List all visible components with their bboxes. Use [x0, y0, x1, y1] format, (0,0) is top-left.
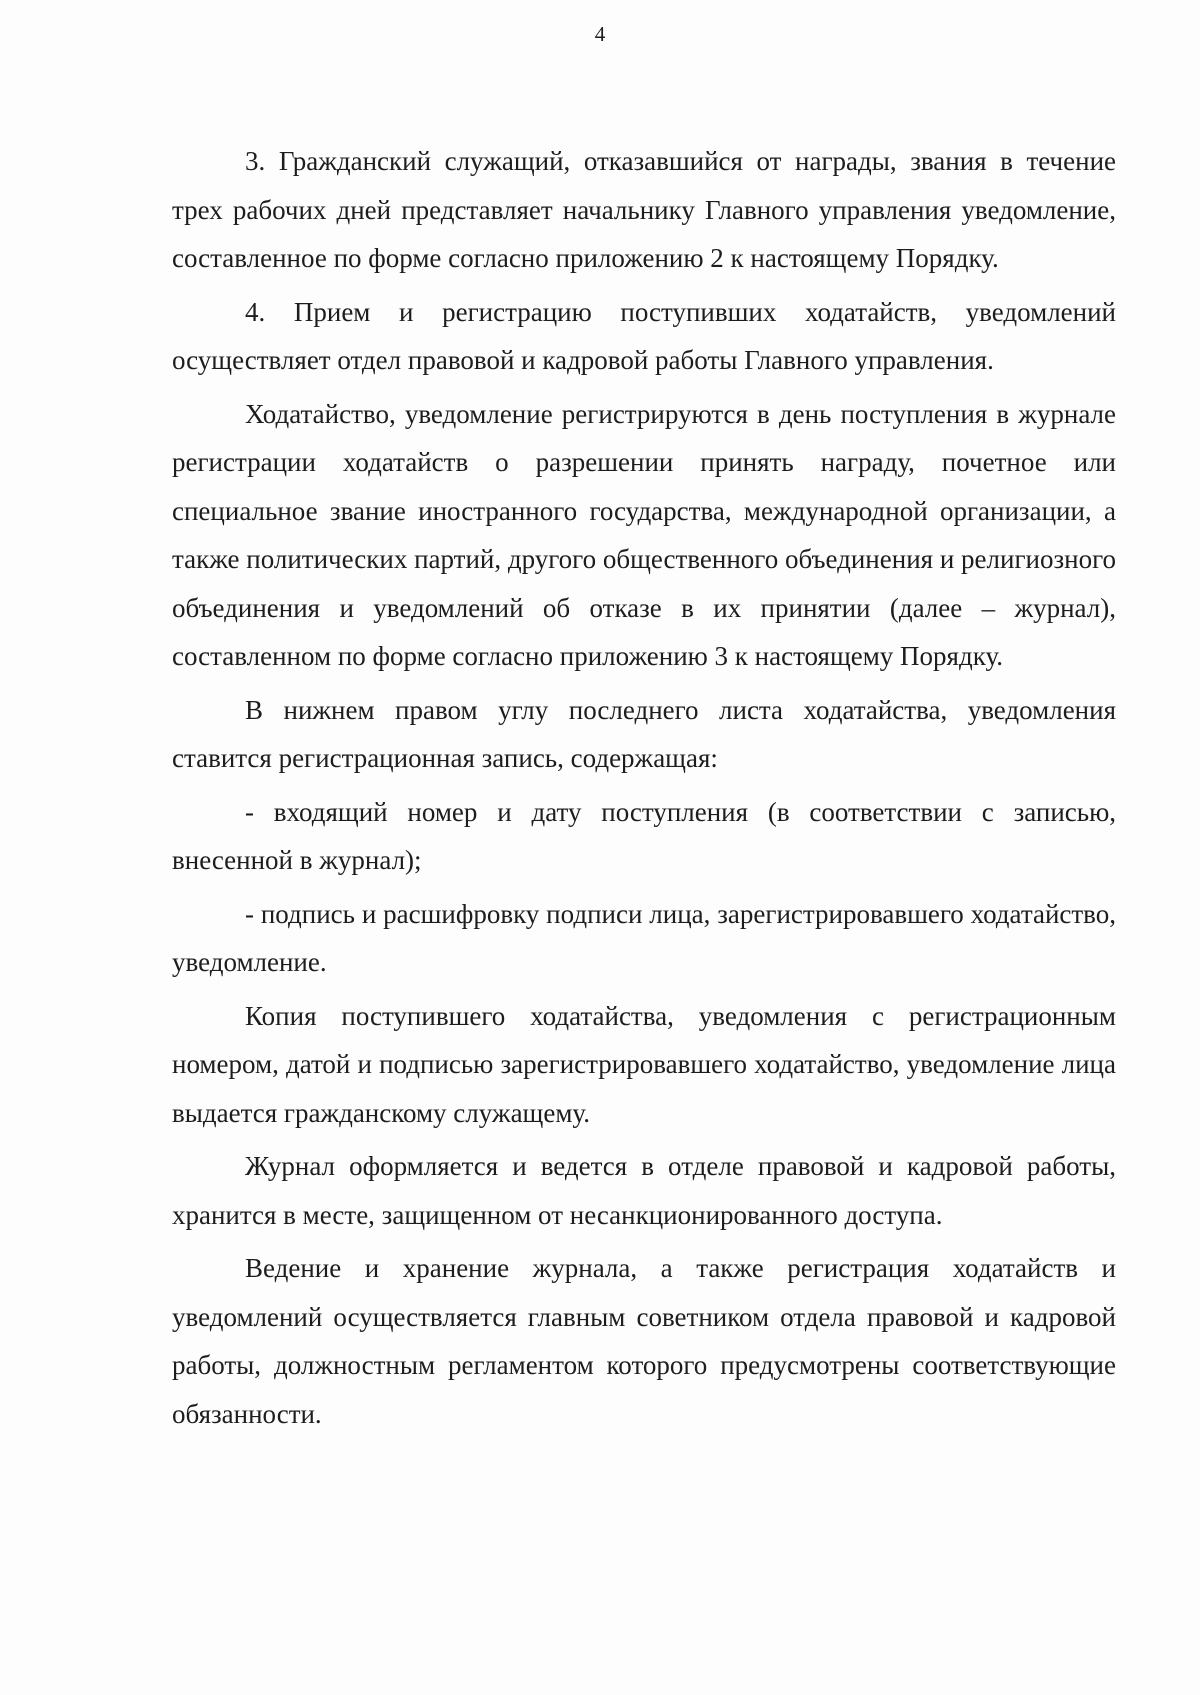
document-body — [172, 137, 1116, 1443]
paragraph-responsible-officer: Ведение и хранение журнала, а также регистрация ходатайств и уведомлений осуществляется главным советником отдела правовой и кадровой работы, должностным регламентом которого предусмотрены соответствующие обязанности. — [172, 1253, 1116, 1429]
paragraph-4-registration: 4. Прием и регистрацию поступивших ходатайств, уведомлений осуществляет отдел правовой и кадровой работы Главного управления. — [172, 296, 1116, 375]
paragraph-copy-issued: Копия поступившего ходатайства, уведомления с регистрационным номером, датой и подписью зарегистрировавшего ходатайство, уведомление лица выдается гражданскому служащему. — [172, 1000, 1116, 1128]
list-item-incoming-number: - входящий номер и дату поступления (в соответствии с записью, внесенной в журнал); — [172, 796, 1116, 875]
paragraph-3-notification: 3. Гражданский служащий, отказавшийся от награды, звания в течение трех рабочих дней представляет начальнику Главного управления уведомление, составленное по форме согласно приложению 2 к настоящему Порядку. — [172, 146, 1116, 273]
paragraph-journal: Ходатайство, уведомление регистрируются в день поступления в журнале регистрации ходатайств о разрешении принять награду, почетное или специальное звание иностранного государства, международной организации, а также политических партий, другого общественного объединения и религиозного объединения и уведомлений об отказе в их принятии (далее – журнал), составленном по форме согласно приложению 3 к настоящему Порядку. — [172, 398, 1116, 671]
page-number: 4 — [594, 22, 606, 46]
paragraph-registration-record: В нижнем правом углу последнего листа ходатайства, уведомления ставится регистрационная запись, содержащая: — [172, 694, 1116, 773]
paragraph-journal-storage: Журнал оформляется и ведется в отделе правовой и кадровой работы, хранится в месте, защищенном от несанкционированного доступа. — [172, 1151, 1116, 1230]
list-item-signature: - подпись и расшифровку подписи лица, зарегистрировавшего ходатайство, уведомление. — [172, 898, 1116, 977]
